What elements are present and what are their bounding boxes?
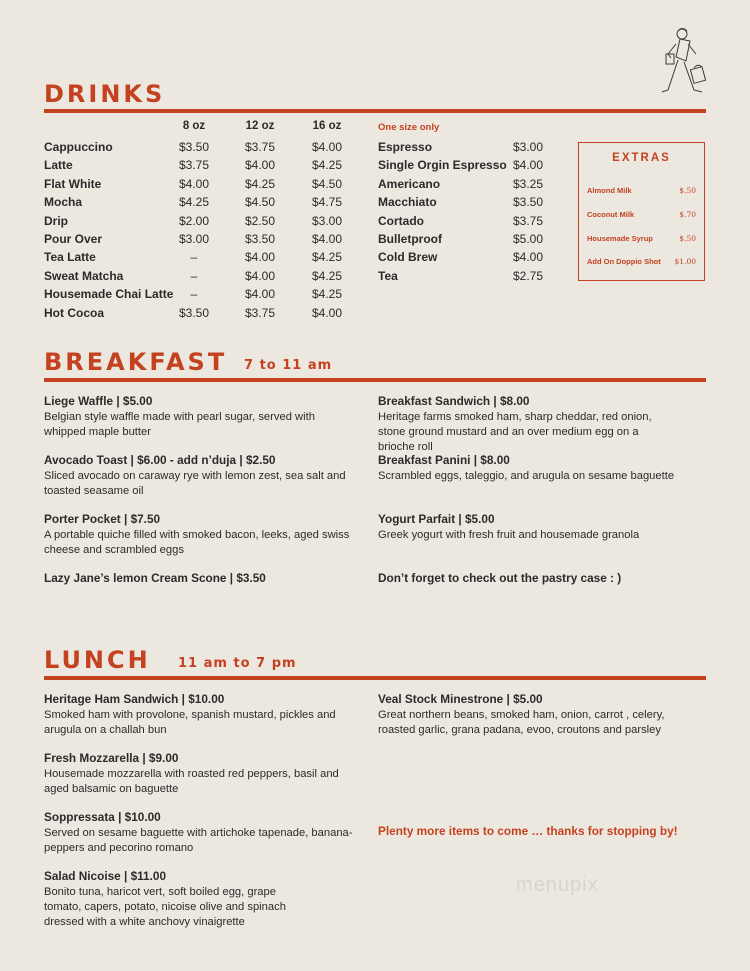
drink-price-16oz: $4.25 xyxy=(311,250,343,264)
menu-item-title: Breakfast Sandwich | $8.00 xyxy=(378,394,530,408)
drink-name: Latte xyxy=(44,158,73,172)
drink-name: Americano xyxy=(378,177,441,191)
drink-name: Mocha xyxy=(44,195,83,209)
one-size-label: One size only xyxy=(378,122,440,133)
breakfast-title: BREAKFAST xyxy=(44,348,228,376)
menu-item-title: Soppressata | $10.00 xyxy=(44,810,161,824)
menu-item xyxy=(378,571,678,587)
drink-name: Sweat Matcha xyxy=(44,269,124,283)
lunch-rule xyxy=(44,676,706,680)
drink-price-8oz: – xyxy=(190,287,198,301)
drink-name: Macchiato xyxy=(378,195,437,209)
menu-item xyxy=(44,869,314,930)
drink-price-12oz: $2.50 xyxy=(244,214,276,228)
menu-item-title: Porter Pocket | $7.50 xyxy=(44,512,161,526)
drink-name: Cold Brew xyxy=(378,250,438,264)
extras-row xyxy=(587,210,696,222)
drink-price: $2.75 xyxy=(512,269,544,283)
menu-item-desc: Greek yogurt with fresh fruit and housemade granola xyxy=(378,529,640,541)
menu-item-title: Avocado Toast | $6.00 - add n’duja | $2.50 xyxy=(44,453,276,467)
drink-price-16oz: $4.25 xyxy=(311,269,343,283)
menu-item-title: Veal Stock Minestrone | $5.00 xyxy=(378,692,543,706)
menu-item-desc: A portable quiche filled with smoked bacon, leeks, aged swiss cheese and scrambled eggs xyxy=(44,529,350,556)
extra-price: $1.00 xyxy=(674,257,696,266)
menu-item xyxy=(44,571,354,587)
drink-price-12oz: $3.75 xyxy=(244,140,276,154)
drink-price: $3.25 xyxy=(512,177,544,191)
menu-item xyxy=(44,751,354,797)
drink-price-8oz: $3.50 xyxy=(178,306,210,320)
drink-price-8oz: $3.75 xyxy=(178,158,210,172)
drink-price: $5.00 xyxy=(512,232,544,246)
menu-item-desc: Housemade mozzarella with roasted red peppers, basil and aged balsamic on baguette xyxy=(44,768,339,795)
menu-item-desc: Scrambled eggs, taleggio, and arugula on sesame baguette xyxy=(378,470,675,482)
drink-name: Single Orgin Espresso xyxy=(378,158,507,172)
size-header-8oz: 8 oz xyxy=(182,120,206,132)
drink-price-8oz: – xyxy=(190,269,198,283)
drink-name: Housemade Chai Latte xyxy=(44,287,174,301)
menu-item-title: Breakfast Panini | $8.00 xyxy=(378,453,510,467)
menu-item-title: Heritage Ham Sandwich | $10.00 xyxy=(44,692,225,706)
drink-price-12oz: $4.00 xyxy=(244,158,276,172)
drink-price-16oz: $4.25 xyxy=(311,158,343,172)
extra-price: $.50 xyxy=(679,186,696,195)
drink-name: Cortado xyxy=(378,214,424,228)
drink-price-8oz: – xyxy=(190,250,198,264)
menu-item xyxy=(44,810,354,856)
extra-name: Add On Doppio Shot xyxy=(587,257,661,266)
drink-name: Espresso xyxy=(378,140,433,154)
lunch-note: Plenty more items to come … thanks for stopping by! xyxy=(378,824,678,838)
walking-man-illustration xyxy=(656,24,712,104)
drink-price: $3.75 xyxy=(512,214,544,228)
drink-price-16oz: $4.25 xyxy=(311,287,343,301)
drink-price-12oz: $4.50 xyxy=(244,195,276,209)
drink-price-16oz: $4.75 xyxy=(311,195,343,209)
size-header-16oz: 16 oz xyxy=(312,120,342,132)
extras-box xyxy=(578,142,705,281)
menu-item xyxy=(44,394,354,440)
extra-price: $.70 xyxy=(679,210,696,219)
drink-price-12oz: $3.50 xyxy=(244,232,276,246)
menu-item-desc: Smoked ham with provolone, spanish mustard, pickles and arugula on a challah bun xyxy=(44,709,336,736)
menu-item xyxy=(44,692,354,738)
drink-name: Bulletproof xyxy=(378,232,442,246)
breakfast-hours: 7 to 11 am xyxy=(244,358,333,373)
extras-row xyxy=(587,257,696,269)
menu-item xyxy=(378,394,678,455)
watermark: menupix xyxy=(516,874,599,896)
lunch-hours: 11 am to 7 pm xyxy=(178,656,297,671)
extras-row xyxy=(587,234,696,246)
drink-price: $4.00 xyxy=(512,158,544,172)
drinks-rule xyxy=(44,109,706,113)
extras-row xyxy=(587,186,696,198)
menu-item-desc: Belgian style waffle made with pearl sugar, served with whipped maple butter xyxy=(44,411,315,438)
breakfast-rule xyxy=(44,378,706,382)
menu-item-title: Salad Nicoise | $11.00 xyxy=(44,869,167,883)
drink-price-16oz: $4.50 xyxy=(311,177,343,191)
drinks-title: DRINKS xyxy=(44,80,166,108)
extra-name: Coconut Milk xyxy=(587,210,635,219)
drink-price-16oz: $3.00 xyxy=(311,214,343,228)
menu-item-desc: Heritage farms smoked ham, sharp cheddar, red onion, stone ground mustard and an over medium egg on a brioche roll xyxy=(378,411,652,453)
menu-item xyxy=(44,512,354,558)
drink-price-16oz: $4.00 xyxy=(311,140,343,154)
menu-item-title: Don’t forget to check out the pastry case : ) xyxy=(378,571,622,585)
size-header-12oz: 12 oz xyxy=(245,120,275,132)
menu-item xyxy=(378,512,678,543)
extra-name: Almond Milk xyxy=(587,186,632,195)
extra-price: $.50 xyxy=(679,234,696,243)
menu-item-title: Fresh Mozzarella | $9.00 xyxy=(44,751,179,765)
drink-price: $3.00 xyxy=(512,140,544,154)
menu-item-desc: Sliced avocado on caraway rye with lemon zest, sea salt and toasted seasame oil xyxy=(44,470,346,497)
drink-price-12oz: $4.00 xyxy=(244,269,276,283)
menu-item-desc: Served on sesame baguette with artichoke tapenade, banana-peppers and pecorino romano xyxy=(44,827,353,854)
extras-title: EXTRAS xyxy=(612,152,671,164)
drink-name: Drip xyxy=(44,214,68,228)
drink-price: $3.50 xyxy=(512,195,544,209)
menu-item xyxy=(378,453,678,484)
drink-name: Tea Latte xyxy=(44,250,96,264)
drink-price: $4.00 xyxy=(512,250,544,264)
drink-price-16oz: $4.00 xyxy=(311,232,343,246)
drink-price-8oz: $4.25 xyxy=(178,195,210,209)
menu-item xyxy=(44,453,354,499)
menu-item-title: Lazy Jane’s lemon Cream Scone | $3.50 xyxy=(44,571,266,585)
drink-name: Cappuccino xyxy=(44,140,113,154)
drink-price-8oz: $4.00 xyxy=(178,177,210,191)
drink-price-12oz: $4.25 xyxy=(244,177,276,191)
drink-price-12oz: $4.00 xyxy=(244,250,276,264)
drink-price-12oz: $3.75 xyxy=(244,306,276,320)
drink-price-8oz: $2.00 xyxy=(178,214,210,228)
drink-name: Tea xyxy=(378,269,398,283)
menu-item xyxy=(378,692,678,738)
drink-price-16oz: $4.00 xyxy=(311,306,343,320)
menu-item-title: Yogurt Parfait | $5.00 xyxy=(378,512,495,526)
extra-name: Housemade Syrup xyxy=(587,234,653,243)
menu-item-desc: Bonito tuna, haricot vert, soft boiled egg, grape tomato, capers, potato, nicoise olive and spinach dressed with a white anchovy vinaigrette xyxy=(44,886,286,928)
drink-price-8oz: $3.50 xyxy=(178,140,210,154)
menu-item-title: Liege Waffle | $5.00 xyxy=(44,394,153,408)
drink-name: Flat White xyxy=(44,177,102,191)
lunch-title: LUNCH xyxy=(44,646,151,674)
drink-name: Pour Over xyxy=(44,232,103,246)
drink-name: Hot Cocoa xyxy=(44,306,104,320)
menu-item-desc: Great northern beans, smoked ham, onion, carrot , celery, roasted garlic, grana padana, evoo, croutons and parsley xyxy=(378,709,665,736)
drink-price-8oz: $3.00 xyxy=(178,232,210,246)
drink-price-12oz: $4.00 xyxy=(244,287,276,301)
